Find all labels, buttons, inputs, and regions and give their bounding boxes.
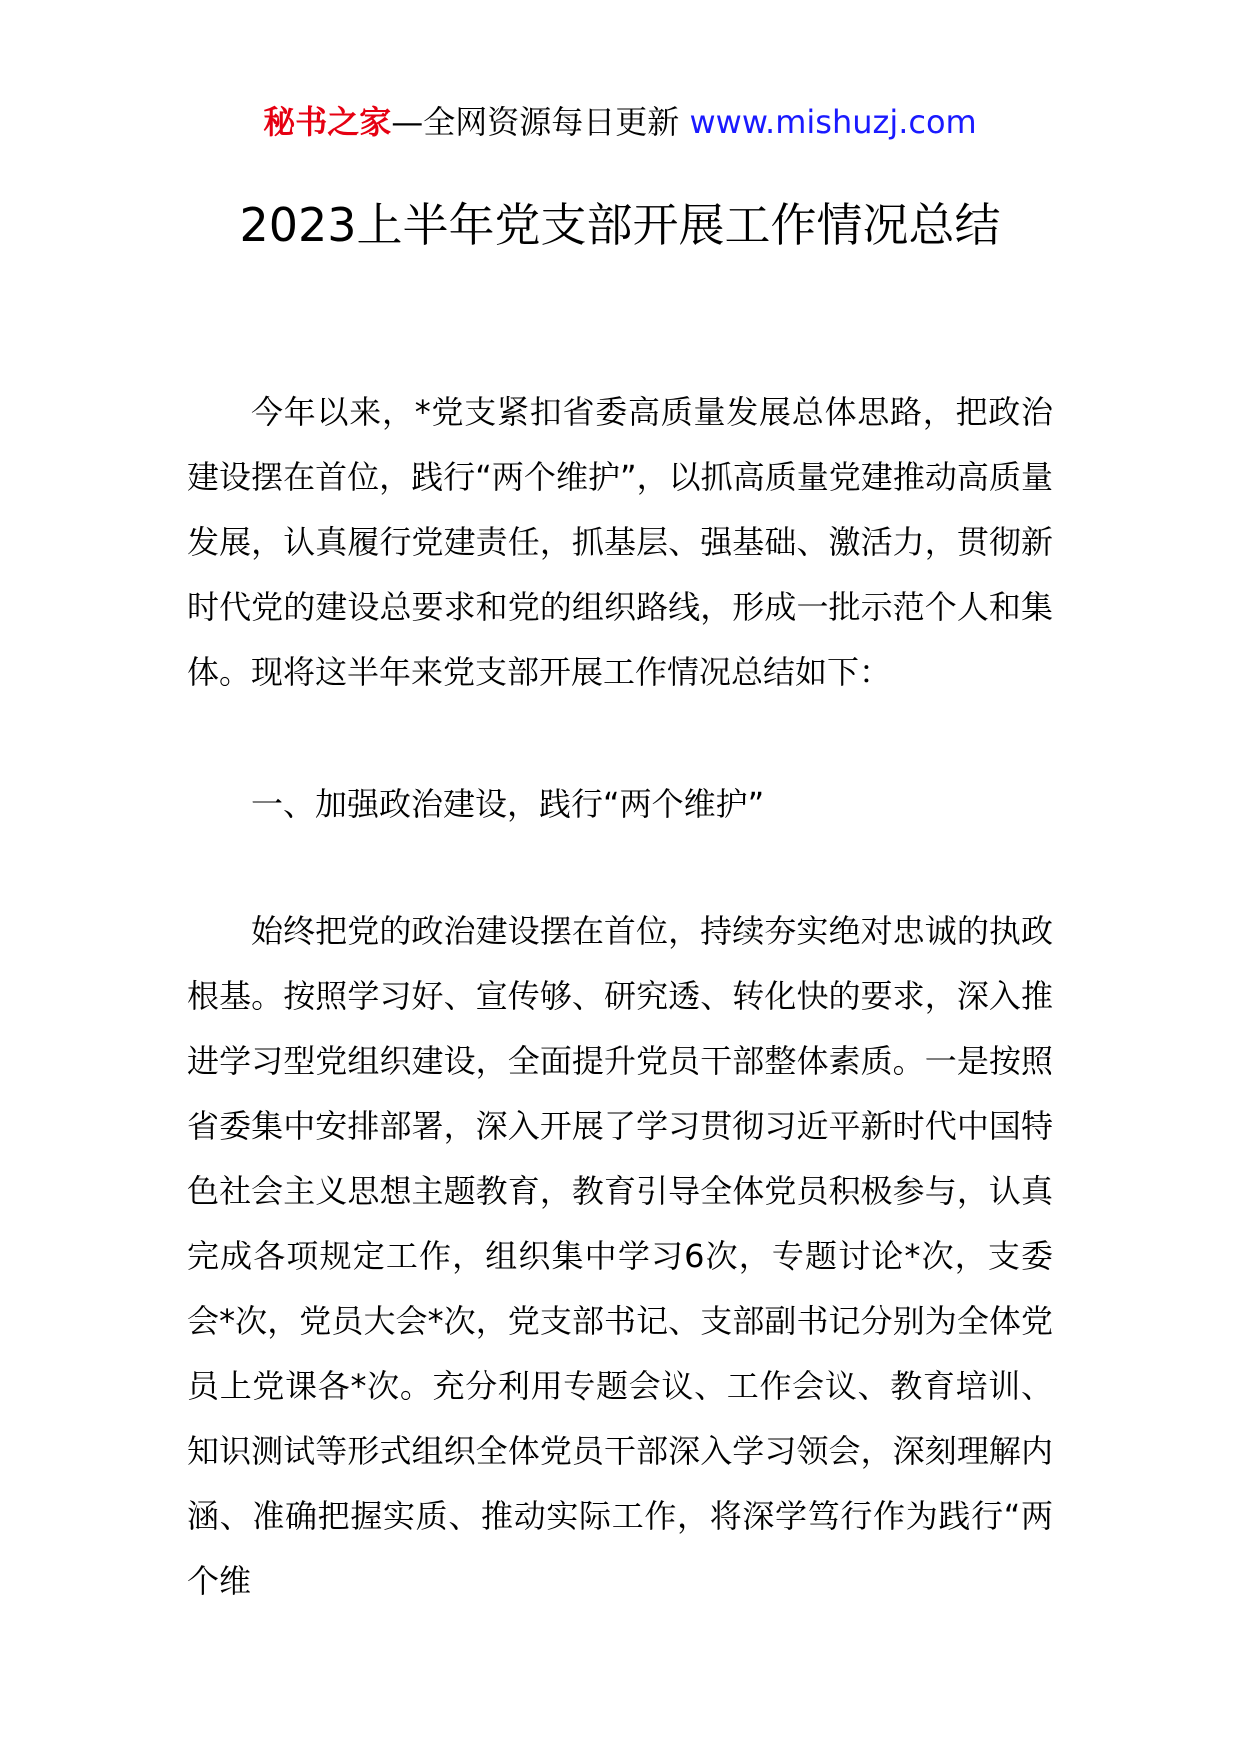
header-slogan: —全网资源每日更新 [391,103,690,141]
brand-name: 秘书之家 [263,103,392,141]
page-header [0,100,1240,144]
document-title: 2023上半年党支部开展工作情况总结 [239,198,1001,252]
intro-paragraph: 今年以来，*党支紧扣省委高质量发展总体思路，把政治建设摆在首位，践行“两个维护”，以抓高质量党建推动高质量发展，认真履行党建责任，抓基层、强基础、激活力，贯彻新时代党的建设总要求和党的组织路线，形成一批示范个人和集体。现将这半年来党支部开展工作情况总结如下： [187,393,1053,691]
body-paragraph: 始终把党的政治建设摆在首位，持续夯实绝对忠诚的执政根基。按照学习好、宣传够、研究透、转化快的要求，深入推进学习型党组织建设，全面提升党员干部整体素质。一是按照省委集中安排部署，深入开展了学习贯彻习近平新时代中国特色社会主义思想主题教育，教育引导全体党员积极参与，认真完成各项规定工作，组织集中学习6次，专题讨论*次，支委会*次，党员大会*次，党支部书记、支部副书记分别为全体党员上党课各*次。充分利用专题会议、工作会议、教育培训、知识测试等形式组织全体党员干部深入学习领会，深刻理解内涵、准确把握实质、推动实际工作，将深学笃行作为践行“两个维 [187,912,1053,1600]
section-heading: 一、加强政治建设，践行“两个维护” [251,785,765,823]
website-link[interactable]: www.mishuzj.com [689,103,977,141]
